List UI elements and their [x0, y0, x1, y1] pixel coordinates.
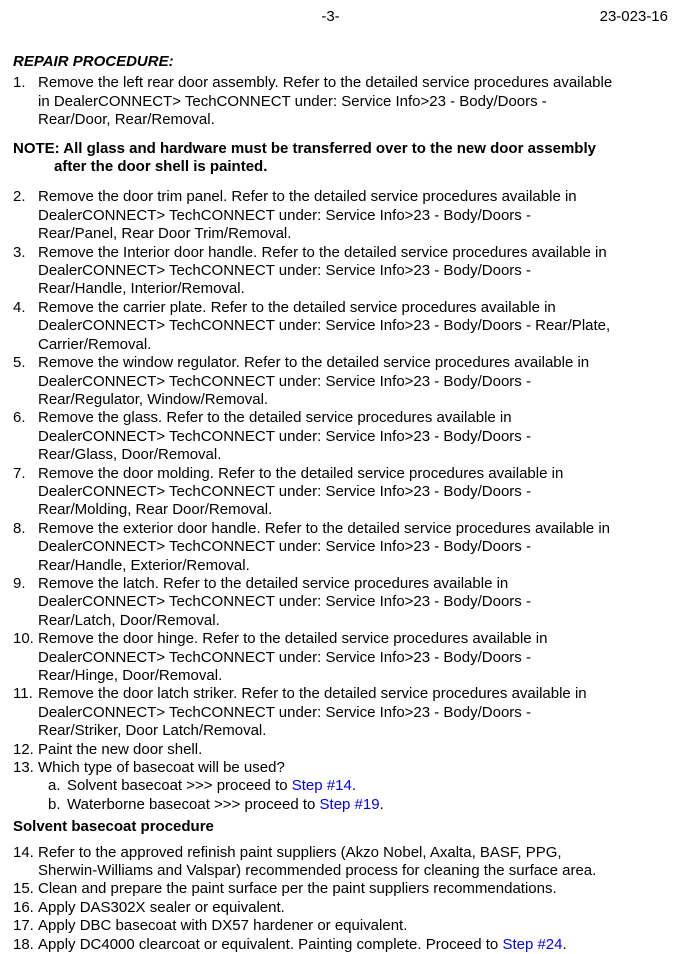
step-text-run: Apply DC4000 clearcoat or equivalent. Painting complete. Proceed to — [38, 935, 503, 953]
step-number: 6. — [13, 409, 26, 427]
step-text-line: Which type of basecoat will be used? — [38, 759, 285, 777]
step-text-line: Rear/Handle, Exterior/Removal. — [38, 556, 250, 574]
step-text-line: Remove the door molding. Refer to the detailed service procedures available in — [38, 464, 564, 482]
step-text-line: Apply DAS302X sealer or equivalent. — [38, 898, 285, 916]
step-text-end: . — [562, 935, 567, 953]
page-number: -3- — [321, 8, 340, 25]
step-18 — [13, 936, 668, 954]
step-number: 3. — [13, 243, 26, 261]
step-text-line: Remove the glass. Refer to the detailed service procedures available in — [38, 409, 512, 427]
step-number: 10. — [13, 630, 34, 648]
subitem-label: b. — [48, 795, 61, 813]
step-number: 11. — [13, 685, 33, 703]
link-step-24[interactable]: Step #24 — [502, 935, 563, 953]
step-text-line: Rear/Handle, Interior/Removal. — [38, 280, 245, 298]
step-text-line: Remove the carrier plate. Refer to the detailed service procedures available in — [38, 298, 556, 316]
subitem-text — [67, 777, 356, 795]
step-number: 17. — [13, 917, 34, 935]
step-number: 14. — [13, 843, 34, 861]
step-number: 16. — [13, 898, 34, 916]
step-text-line: DealerCONNECT> TechCONNECT under: Service Info>23 - Body/Doors - — [38, 703, 531, 721]
step-text-line: Rear/Hinge, Door/Removal. — [38, 667, 223, 684]
step-16 — [13, 899, 668, 917]
bulletin-number: 23-023-16 — [599, 8, 668, 25]
step-text-line: DealerCONNECT> TechCONNECT under: Service Info>23 - Body/Doors - — [38, 538, 531, 556]
note-line: after the door shell is painted. — [54, 158, 268, 176]
step-text-line: Remove the left rear door assembly. Refer to the detailed service procedures available — [38, 74, 613, 92]
step-text-line: Rear/Glass, Door/Removal. — [38, 446, 222, 464]
step-text-line: Paint the new door shell. — [38, 740, 203, 758]
step-3 — [13, 244, 668, 299]
step-text-line: DealerCONNECT> TechCONNECT under: Service Info>23 - Body/Doors - — [38, 262, 531, 280]
step-number: 1. — [13, 74, 26, 92]
step-10 — [13, 630, 668, 685]
step-number: 13. — [13, 759, 34, 777]
subitem-label: a. — [48, 777, 61, 795]
step-text-line: DealerCONNECT> TechCONNECT under: Service Info>23 - Body/Doors - — [38, 482, 531, 500]
step-12 — [13, 741, 668, 759]
step-text-line: Remove the latch. Refer to the detailed service procedures available in — [38, 574, 509, 592]
step-text-line: Remove the Interior door handle. Refer to the detailed service procedures available in — [38, 243, 607, 261]
step-text-line: Remove the door hinge. Refer to the detailed service procedures available in — [38, 630, 548, 648]
step-text-line: Rear/Door, Rear/Removal. — [38, 111, 215, 129]
link-step-14[interactable]: Step #14 — [291, 777, 352, 795]
subitem-text — [67, 796, 384, 814]
step-2 — [13, 188, 668, 243]
step-17 — [13, 917, 668, 935]
step-text-line: DealerCONNECT> TechCONNECT under: Service Info>23 - Body/Doors - — [38, 372, 531, 390]
document-header — [13, 8, 668, 27]
step-text-line: in DealerCONNECT> TechCONNECT under: Service Info>23 - Body/Doors - — [38, 92, 547, 110]
step-text-line: Remove the door latch striker. Refer to the detailed service procedures available in — [38, 685, 587, 703]
solvent-basecoat-heading: Solvent basecoat procedure — [13, 818, 214, 836]
step-number: 2. — [13, 188, 26, 206]
step-text-line: DealerCONNECT> TechCONNECT under: Service Info>23 - Body/Doors - Rear/Plate, — [38, 317, 611, 335]
step-number: 7. — [13, 464, 26, 482]
step-text-line: Apply DBC basecoat with DX57 hardener or equivalent. — [38, 917, 408, 935]
step-text-line: Rear/Panel, Rear Door Trim/Removal. — [38, 225, 292, 243]
step-text-line: Rear/Latch, Door/Removal. — [38, 611, 220, 629]
note-block — [13, 140, 668, 177]
step-13b — [48, 796, 668, 814]
step-text-line — [38, 936, 668, 954]
step-9 — [13, 575, 668, 630]
step-text-line: DealerCONNECT> TechCONNECT under: Service Info>23 - Body/Doors - — [38, 593, 531, 611]
step-text-line: Carrier/Removal. — [38, 335, 152, 353]
step-15 — [13, 880, 668, 898]
step-text-line: Remove the exterior door handle. Refer to the detailed service procedures available in — [38, 519, 610, 537]
step-number: 8. — [13, 519, 26, 537]
step-4 — [13, 299, 668, 354]
step-number: 9. — [13, 574, 26, 592]
step-text-line: Remove the door trim panel. Refer to the detailed service procedures available in — [38, 188, 577, 206]
step-text-line: DealerCONNECT> TechCONNECT under: Service Info>23 - Body/Doors - — [38, 206, 531, 224]
subitem-text-end: . — [351, 777, 356, 795]
note-line — [13, 140, 668, 158]
link-step-19[interactable]: Step #19 — [319, 795, 380, 813]
step-1 — [13, 74, 668, 129]
subitem-text-run: Waterborne basecoat >>> proceed to — [67, 795, 320, 813]
subitem-text-run: Solvent basecoat >>> proceed to — [67, 777, 292, 795]
step-text-line: Rear/Striker, Door Latch/Removal. — [38, 722, 267, 740]
note-text: All glass and hardware must be transferred over to the new door assembly — [63, 139, 596, 157]
step-7 — [13, 465, 668, 520]
step-13 — [13, 759, 668, 777]
step-number: 12. — [13, 740, 34, 758]
step-text-line: DealerCONNECT> TechCONNECT under: Service Info>23 - Body/Doors - — [38, 427, 531, 445]
step-13a — [48, 777, 668, 795]
step-text-line: Rear/Regulator, Window/Removal. — [38, 390, 269, 408]
step-text-line: Rear/Molding, Rear Door/Removal. — [38, 501, 273, 519]
step-5 — [13, 354, 668, 409]
step-text-line: Refer to the approved refinish paint suppliers (Akzo Nobel, Axalta, BASF, PPG, — [38, 843, 562, 861]
step-text-line: DealerCONNECT> TechCONNECT under: Service Info>23 - Body/Doors - — [38, 648, 531, 666]
step-text-line: Sherwin-Williams and Valspar) recommended process for cleaning the surface area. — [38, 862, 597, 880]
step-number: 4. — [13, 298, 26, 316]
note-label: NOTE: — [13, 139, 60, 157]
step-8 — [13, 520, 668, 575]
step-text-line: Clean and prepare the paint surface per the paint suppliers recommendations. — [38, 880, 557, 898]
step-number: 5. — [13, 354, 26, 372]
step-number: 15. — [13, 880, 34, 898]
step-11 — [13, 685, 668, 740]
step-6 — [13, 409, 668, 464]
repair-procedure-title: REPAIR PROCEDURE: — [13, 53, 174, 70]
step-number: 18. — [13, 935, 34, 953]
subitem-text-end: . — [379, 795, 384, 813]
step-14 — [13, 844, 668, 881]
step-text-line: Remove the window regulator. Refer to the detailed service procedures available in — [38, 354, 590, 372]
